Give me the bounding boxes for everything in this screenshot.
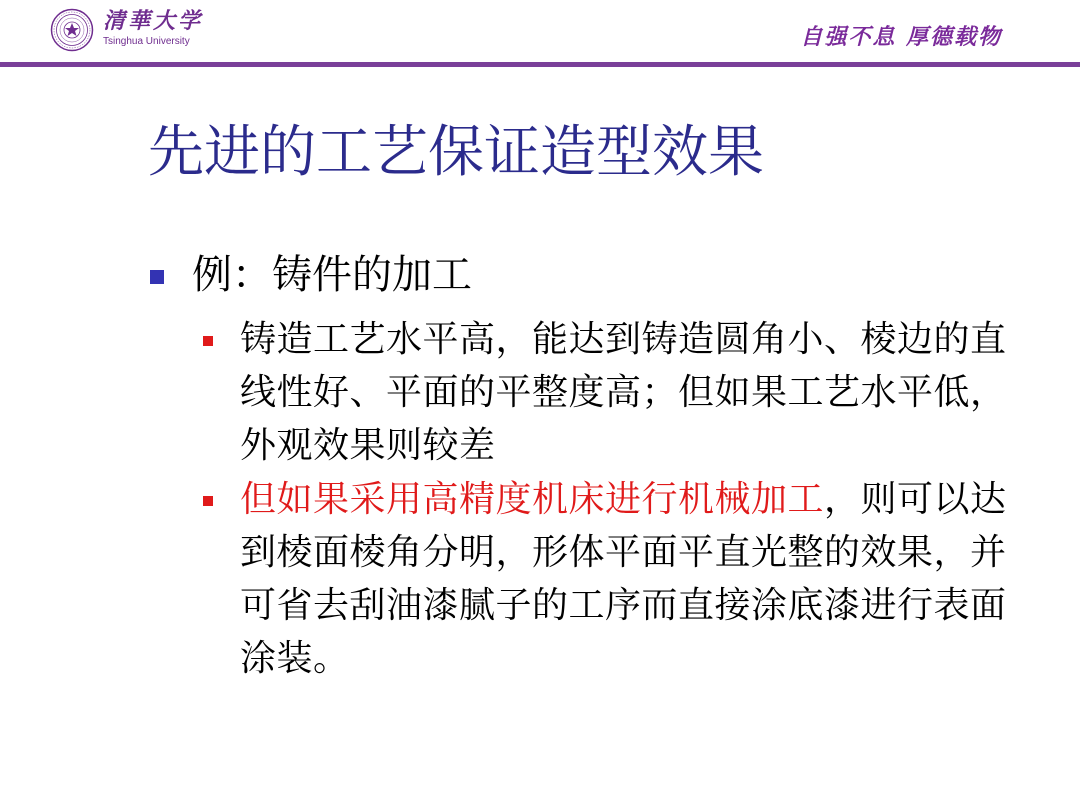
brand-name-en: Tsinghua University — [103, 36, 190, 47]
bullet-text: 例：铸件的加工 — [192, 252, 472, 298]
university-brand — [103, 8, 203, 48]
sub-bullet-text — [240, 473, 1040, 685]
highlighted-text: 但如果采用高精度机床进行机械加工 — [240, 479, 825, 520]
header-divider — [0, 62, 1080, 67]
bullet-item-1 — [150, 248, 1030, 302]
university-motto: 自强不息 厚德载物 — [800, 24, 1002, 50]
square-bullet-icon — [203, 496, 213, 506]
sub-bullet-item-2 — [203, 473, 1043, 685]
header — [0, 0, 1080, 62]
sub-bullet-item-1 — [203, 313, 1043, 472]
slide-title: 先进的工艺保证造型效果 — [148, 120, 764, 185]
brand-name-cn: 清華大学 — [103, 8, 204, 34]
university-seal-icon — [50, 8, 94, 52]
square-bullet-icon — [150, 270, 164, 284]
sub-bullet-text: 铸造工艺水平高，能达到铸造圆角小、棱边的直线性好、平面的平整度高；但如果工艺水平低，外观效果则较差 — [240, 319, 1007, 466]
sub-bullet-text-rest: ，则可以达到棱面棱角分明，形体平面平直光整的效果，并可省去刮油漆腻子的工序而直接涂底漆进行表面涂装。 — [240, 479, 1007, 679]
square-bullet-icon — [203, 336, 213, 346]
